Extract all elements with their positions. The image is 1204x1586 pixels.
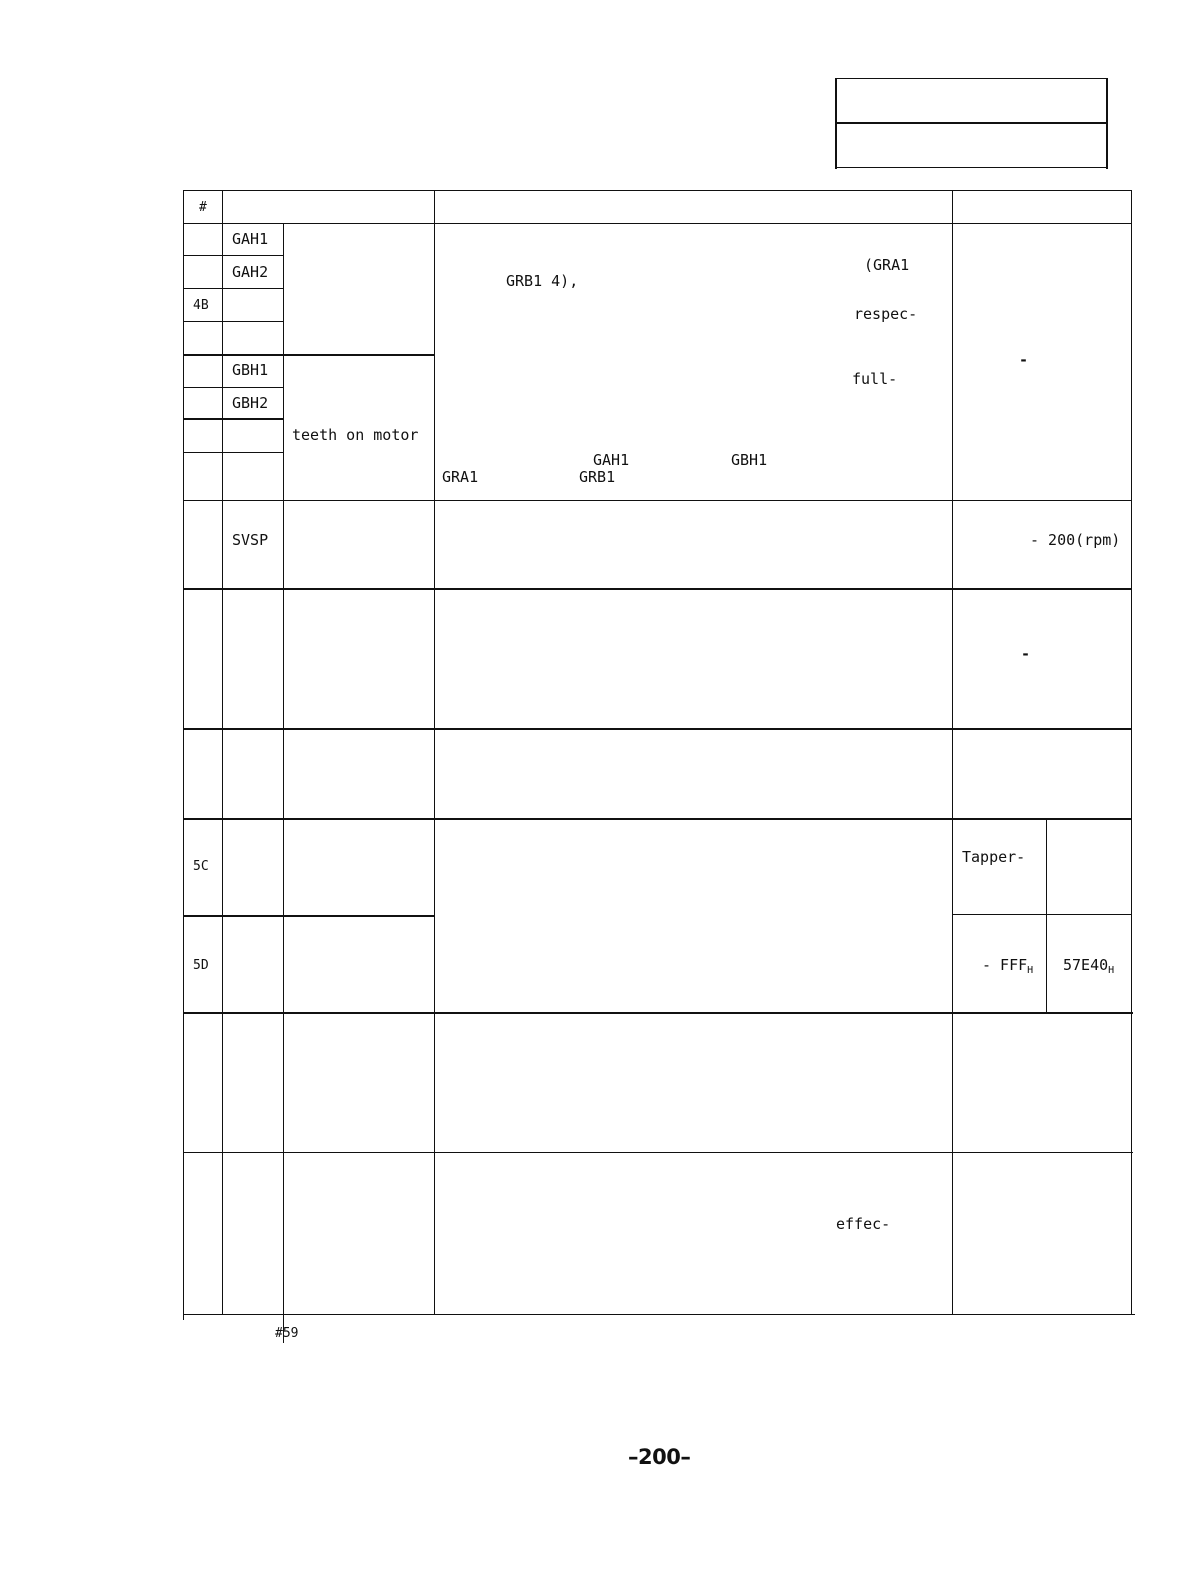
fragment-gra1: GRA1 — [442, 468, 479, 486]
row-number-5c: 5C — [193, 859, 209, 874]
reg-gah2: GAH2 — [232, 263, 269, 281]
fragment-full: full- — [852, 370, 898, 388]
row-sep-5c — [183, 818, 1132, 820]
r4-line-c — [183, 321, 283, 322]
fragment-effec: effec- — [836, 1215, 891, 1233]
fff-subscript: H — [1027, 965, 1034, 976]
description-teeth-on-motor: teeth on motor — [292, 426, 419, 444]
page-number: –200– — [628, 1445, 691, 1469]
col-line-5 — [1131, 190, 1132, 1315]
row-number-5d: 5D — [193, 958, 209, 973]
table-top-border — [183, 190, 1132, 191]
r4-line-a — [183, 255, 283, 256]
reg-gbh1: GBH1 — [232, 361, 269, 379]
remark-dash-r4: - — [1019, 351, 1029, 369]
remark-svsp-rpm: - 200(rpm) — [1030, 531, 1121, 549]
row-sep-mid2 — [183, 728, 1132, 730]
reg-svsp: SVSP — [232, 531, 269, 549]
col-line-2 — [283, 223, 284, 1343]
fragment-gbh1: GBH1 — [731, 451, 768, 469]
fragment-grb1: GRB1 — [579, 468, 616, 486]
header-box-top — [837, 78, 1107, 79]
col-line-1 — [222, 190, 223, 1315]
row-sep-last — [183, 1152, 1133, 1153]
col-line-0 — [183, 190, 184, 1320]
remark-tapper: Tapper- — [962, 848, 1026, 866]
fragment-gra1-open: (GRA1 — [864, 256, 910, 274]
row-sep-next — [183, 1012, 1133, 1014]
fragment-grb1-4: GRB1 4), — [506, 272, 579, 290]
remark-dash-mid: - — [1021, 645, 1031, 663]
r4-line-b — [183, 288, 283, 289]
row-sep-5d-left — [183, 915, 435, 917]
fragment-gah1: GAH1 — [593, 451, 630, 469]
fff-text: - FFF — [982, 956, 1028, 974]
col-line-5c-split — [1046, 818, 1047, 1013]
table-bottom-border — [183, 1314, 1135, 1315]
header-hash-mark: # — [199, 200, 207, 215]
r4-line-g — [183, 452, 283, 453]
val-subscript: H — [1108, 965, 1115, 976]
fragment-respec: respec- — [854, 305, 918, 323]
col-line-4 — [952, 190, 953, 1315]
row-sep-svsp — [183, 500, 1132, 501]
row-sep-5d-right — [952, 914, 1132, 915]
header-box-bottom — [837, 167, 1107, 168]
r4-line-f — [183, 418, 283, 420]
header-box-mid — [837, 122, 1107, 124]
reg-gah1: GAH1 — [232, 230, 269, 248]
col-line-3 — [434, 190, 435, 1315]
row-number-4b: 4B — [193, 298, 209, 313]
val-text: 57E40 — [1063, 956, 1109, 974]
row-sep-mid1 — [183, 588, 1132, 590]
remark-57e40-value — [1063, 957, 1114, 979]
footnote-59: #59 — [275, 1326, 299, 1341]
reg-gbh2: GBH2 — [232, 394, 269, 412]
r4-line-d — [183, 354, 435, 356]
r4-line-e — [183, 387, 283, 388]
table-header-bottom — [183, 223, 1132, 224]
remark-fff-value — [982, 957, 1033, 979]
